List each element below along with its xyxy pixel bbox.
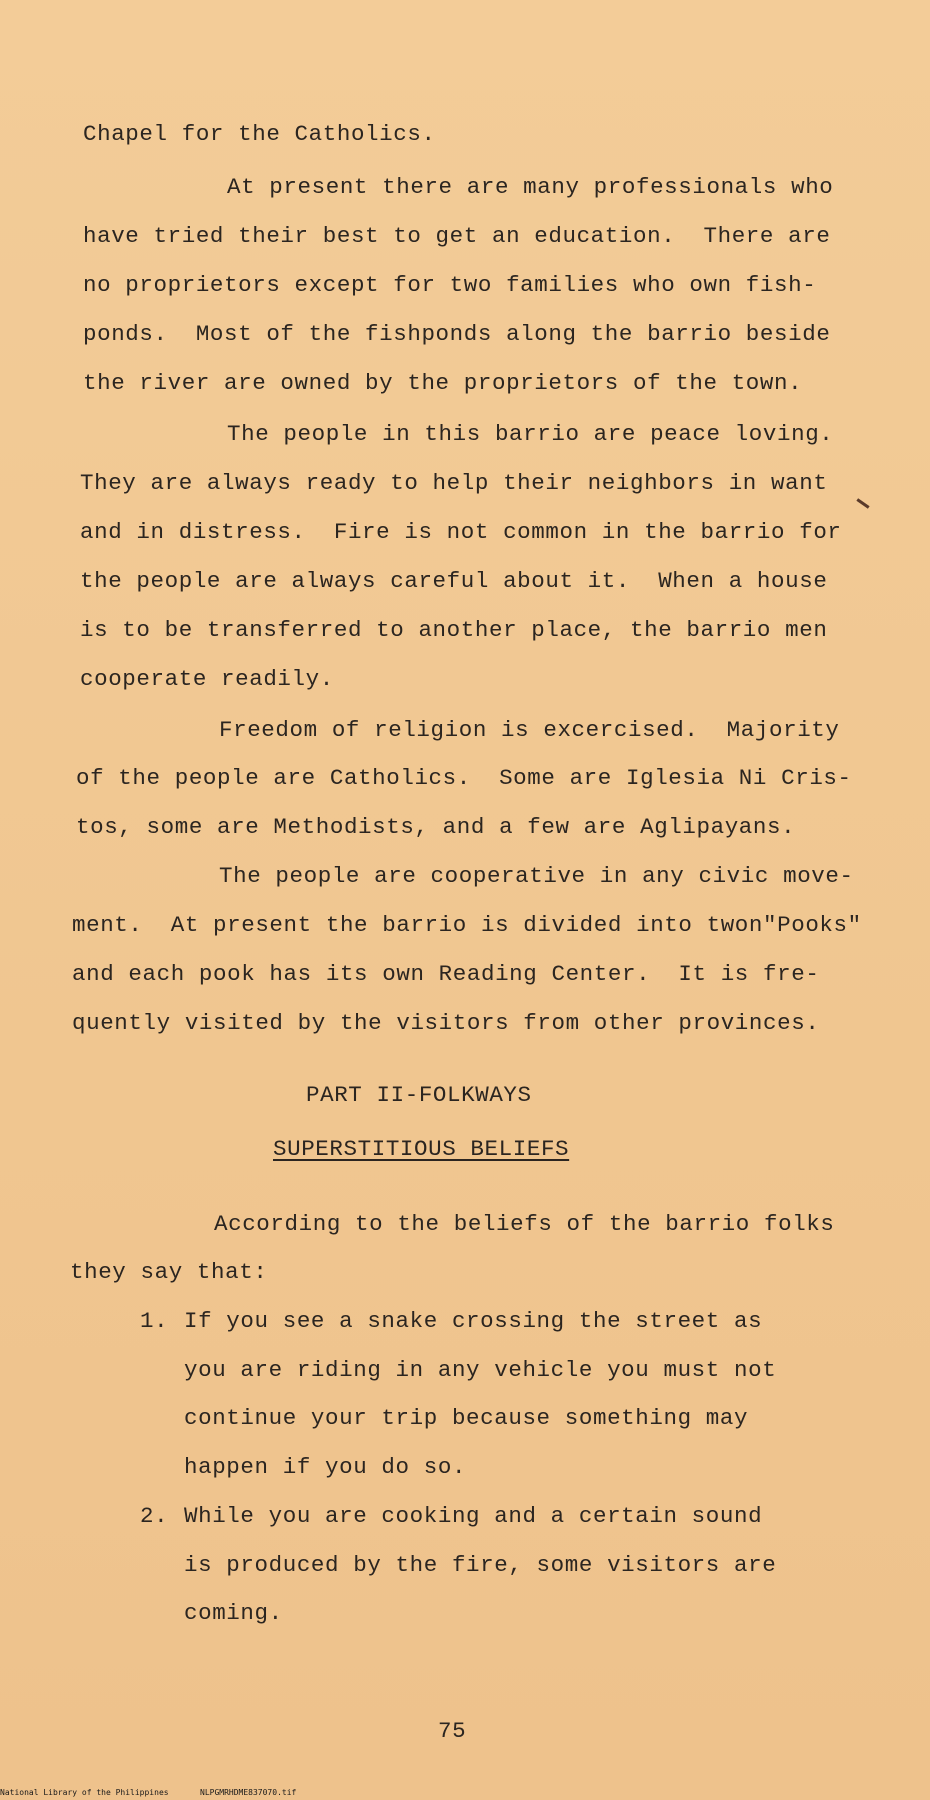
text-line: cooperate readily. [80,666,334,692]
text-line: no proprietors except for two families who own fish- [83,272,817,298]
text-line: Chapel for the Catholics. [83,121,436,147]
text-line: quently visited by the visitors from other provinces. [72,1010,820,1036]
footer-library-label: National Library of the Philippines [0,1788,169,1797]
intro-line: According to the beliefs of the barrio folks [214,1211,835,1237]
list-item-line: you are riding in any vehicle you must not [184,1357,777,1383]
list-item-line: While you are cooking and a certain sound [184,1503,763,1529]
text-line: tos, some are Methodists, and a few are Aglipayans. [76,814,796,840]
text-line: Freedom of religion is excercised. Majority [219,717,840,743]
list-item-line: If you see a snake crossing the street as [184,1308,763,1334]
text-line: ment. At present the barrio is divided into twon"Pooks" [72,912,862,938]
text-line: At present there are many professionals who [227,174,834,200]
list-item-line: is produced by the fire, some visitors are [184,1552,777,1578]
text-line: ponds. Most of the fishponds along the barrio beside [83,321,831,347]
text-line: of the people are Catholics. Some are Iglesia Ni Cris- [76,765,852,791]
list-number: 2. [140,1503,169,1529]
list-item-line: continue your trip because something may [184,1405,749,1431]
text-line: They are always ready to help their neighbors in want [80,470,828,496]
text-line: have tried their best to get an education. There are [83,223,831,249]
list-number: 1. [140,1308,169,1334]
ink-mark [856,498,869,508]
text-line: is to be transferred to another place, the barrio men [80,617,828,643]
list-item-line: happen if you do so. [184,1454,467,1480]
intro-line: they say that: [70,1259,268,1285]
footer-file-label: NLPGMRHDME837070.tif [200,1788,297,1797]
text-line: the people are always careful about it. When a house [80,568,828,594]
text-line: The people are cooperative in any civic move- [219,863,854,889]
part-heading: PART II-FOLKWAYS [306,1082,532,1108]
text-line: and each pook has its own Reading Center. It is fre- [72,961,820,987]
page-number: 75 [438,1718,467,1744]
list-item-line: coming. [184,1600,283,1626]
text-line: the river are owned by the proprietors of the town. [83,370,803,396]
text-line: and in distress. Fire is not common in the barrio for [80,519,842,545]
section-heading: SUPERSTITIOUS BELIEFS [273,1136,570,1162]
text-line: The people in this barrio are peace loving. [227,421,834,447]
